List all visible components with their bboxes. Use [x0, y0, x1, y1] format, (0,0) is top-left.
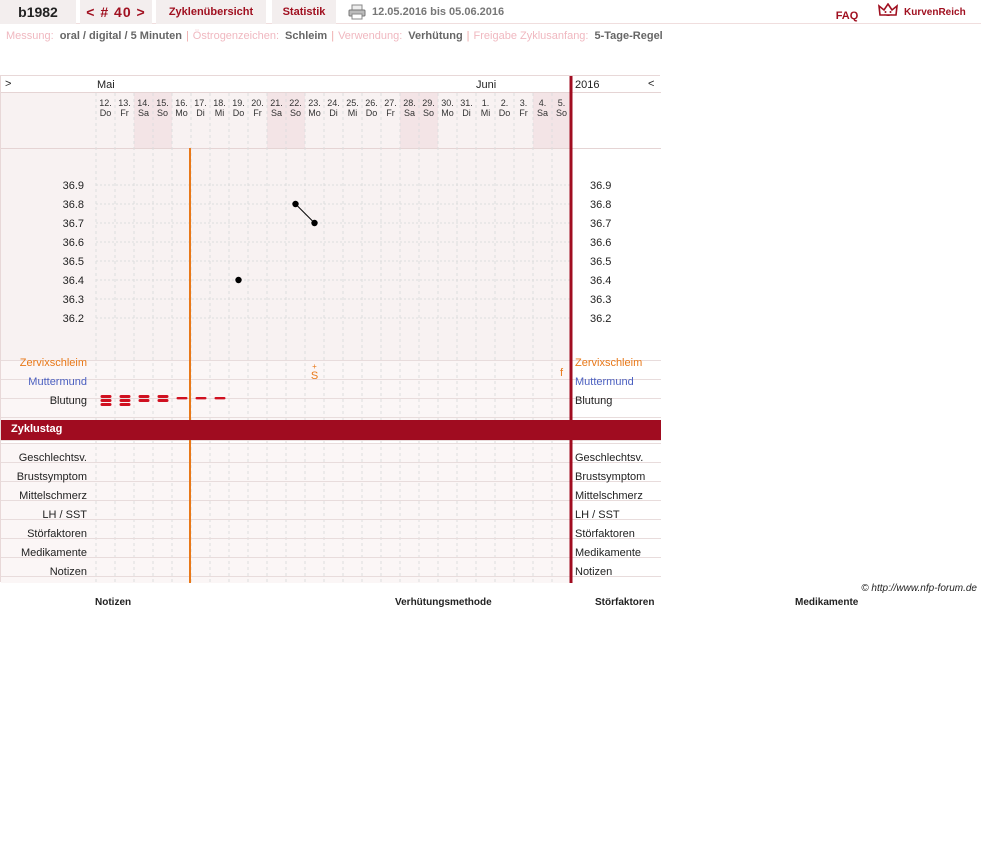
footer-contraception-heading: Verhütungsmethode: [395, 597, 492, 608]
measurement-label: Messung:: [6, 30, 54, 42]
row-label-intercourse: Geschlechtsv.: [18, 452, 87, 464]
bleeding-mark: [101, 395, 112, 398]
day-number: 4.: [538, 98, 547, 108]
chart-prev-arrow[interactable]: >: [5, 78, 12, 90]
bleeding-mark: [177, 397, 188, 399]
release-label: Freigabe Zyklusanfang:: [473, 30, 589, 42]
printer-icon[interactable]: [346, 0, 368, 24]
top-navigation: [0, 0, 981, 24]
weekday-label: Fr: [519, 108, 528, 118]
copyright-notice: © http://www.nfp-forum.de: [861, 583, 977, 594]
footer-notes-heading: Notizen: [95, 597, 132, 608]
temp-tick-right: 36.7: [590, 218, 612, 230]
bleeding-mark: [120, 403, 131, 406]
release-value: 5-Tage-Regel: [594, 30, 663, 42]
bleeding-mark: [101, 399, 112, 402]
temp-tick-right: 36.6: [590, 237, 612, 249]
row-label-notes: Notizen: [49, 566, 87, 578]
day-number: 15.: [156, 98, 169, 108]
bleeding-mark: [196, 397, 207, 399]
day-number: 31.: [460, 98, 473, 108]
date-range: 12.05.2016 bis 05.06.2016: [372, 6, 505, 18]
bleeding-mark: [139, 395, 150, 398]
bleeding-mark: [215, 397, 226, 399]
cervix-mark: f: [559, 367, 564, 379]
weekday-label: Di: [329, 108, 338, 118]
day-number: 1.: [481, 98, 490, 108]
cycle-day-row: [1, 420, 661, 440]
temp-tick-left: 36.5: [62, 256, 84, 268]
chart-right-sidebar: [572, 76, 660, 583]
bleeding-mark: [120, 395, 131, 398]
day-number: 13.: [118, 98, 131, 108]
month-label-may: Mai: [97, 79, 115, 91]
row-label-disturbance-right: Störfaktoren: [575, 528, 635, 540]
row-label-lh: LH / SST: [42, 509, 87, 521]
temp-tick-left: 36.4: [62, 275, 84, 287]
statistics-tab[interactable]: Statistik: [272, 0, 336, 24]
day-number: 24.: [327, 98, 340, 108]
brand-name: KurvenReich: [904, 6, 966, 18]
brand-logo[interactable]: [878, 0, 981, 24]
day-number: 23.: [308, 98, 321, 108]
row-label-cervix-mouth: Muttermund: [28, 376, 87, 388]
weekday-label: Fr: [120, 108, 129, 118]
row-label-breast-right: Brustsymptom: [575, 471, 646, 483]
weekday-label: Mo: [175, 108, 188, 118]
row-label-cervix-mouth-right: Muttermund: [575, 376, 634, 388]
day-number: 14.: [137, 98, 150, 108]
row-label-midpain: Mittelschmerz: [19, 490, 87, 502]
month-label-june: Juni: [476, 79, 497, 91]
bleeding-mark: [158, 395, 169, 398]
day-number: 29.: [422, 98, 435, 108]
faq-link[interactable]: FAQ: [835, 10, 859, 22]
footer-disturbance-heading: Störfaktoren: [595, 597, 655, 608]
row-label-notes-right: Notizen: [575, 566, 613, 578]
temp-tick-right: 36.8: [590, 199, 612, 211]
year-label: 2016: [575, 79, 600, 91]
weekday-label: Sa: [403, 108, 416, 118]
cycle-overview-tab[interactable]: Zyklenübersicht: [156, 0, 266, 24]
day-number: 22.: [289, 98, 302, 108]
estrogen-label: Östrogenzeichen:: [192, 30, 280, 42]
cervix-plus-mark: +: [312, 362, 317, 371]
row-label-bleeding-right: Blutung: [575, 395, 613, 407]
day-number: 12.: [99, 98, 112, 108]
row-label-medication-right: Medikamente: [575, 547, 642, 559]
weekday-label: So: [156, 108, 169, 118]
day-number: 17.: [194, 98, 207, 108]
weekday-label: So: [289, 108, 302, 118]
weekday-label: Sa: [270, 108, 283, 118]
temperature-point: [235, 277, 241, 283]
weekday-label: Sa: [137, 108, 150, 118]
weekday-label: Mo: [308, 108, 321, 118]
day-number: 20.: [251, 98, 264, 108]
measurement-value: oral / digital / 5 Minuten: [59, 30, 182, 42]
day-number: 30.: [441, 98, 454, 108]
weekday-label: Di: [462, 108, 471, 118]
username-label: b1982: [0, 0, 76, 24]
temp-tick-right: 36.2: [590, 313, 612, 325]
weekday-label: Di: [196, 108, 205, 118]
usage-value: Verhütung: [408, 30, 463, 42]
cycle-navigation[interactable]: < # 40 >: [80, 0, 152, 24]
row-label-bleeding: Blutung: [49, 395, 87, 407]
row-label-cycle-day: Zyklustag: [11, 423, 63, 435]
cervix-mark: S: [310, 370, 319, 382]
temp-tick-right: 36.9: [590, 180, 612, 192]
chart-next-arrow[interactable]: <: [648, 78, 655, 90]
weekday-label: Mi: [214, 108, 225, 118]
crown-icon: [878, 3, 898, 22]
day-number: 27.: [384, 98, 397, 108]
cycle-meta-info: Messung: oral / digital / 5 Minuten | Östrogenzeichen: Schleim | Verwendung: Verhütung | Freigabe Zyklusanfang: 5-Tage-Regel: [6, 30, 663, 42]
day-number: 5.: [557, 98, 566, 108]
weekday-label: Mi: [480, 108, 491, 118]
temperature-point: [311, 220, 317, 226]
row-label-disturbance: Störfaktoren: [27, 528, 87, 540]
temp-tick-right: 36.3: [590, 294, 612, 306]
bleeding-mark: [120, 399, 131, 402]
weekday-label: So: [422, 108, 435, 118]
bleeding-mark: [101, 403, 112, 406]
day-number: 16.: [175, 98, 188, 108]
temp-tick-left: 36.9: [62, 180, 84, 192]
day-number: 19.: [232, 98, 245, 108]
weekday-label: Sa: [536, 108, 549, 118]
day-number: 18.: [213, 98, 226, 108]
row-label-lh-right: LH / SST: [575, 509, 620, 521]
weekday-label: Fr: [386, 108, 395, 118]
row-label-cervix: Zervixschleim: [19, 357, 87, 369]
estrogen-value: Schleim: [285, 30, 328, 42]
cycle-chart: [0, 75, 660, 582]
usage-label: Verwendung:: [338, 30, 403, 42]
bleeding-mark: [158, 399, 169, 402]
temp-tick-right: 36.5: [590, 256, 612, 268]
row-label-medication: Medikamente: [20, 547, 87, 559]
temp-tick-left: 36.8: [62, 199, 84, 211]
temp-tick-left: 36.2: [62, 313, 84, 325]
weekday-label: Do: [365, 108, 378, 118]
temp-tick-left: 36.3: [62, 294, 84, 306]
row-label-breast: Brustsymptom: [16, 471, 87, 483]
weekday-label: Mo: [441, 108, 454, 118]
bleeding-mark: [139, 399, 150, 402]
day-number: 3.: [519, 98, 528, 108]
day-number: 2.: [500, 98, 509, 108]
day-number: 26.: [365, 98, 378, 108]
weekday-label: Mi: [347, 108, 358, 118]
day-number: 21.: [270, 98, 283, 108]
temp-tick-left: 36.6: [62, 237, 84, 249]
day-number: 28.: [403, 98, 416, 108]
row-label-midpain-right: Mittelschmerz: [575, 490, 643, 502]
weekday-label: Do: [99, 108, 112, 118]
row-label-intercourse-right: Geschlechtsv.: [575, 452, 644, 464]
chart-canvas: [1, 76, 661, 583]
weekday-label: Fr: [253, 108, 262, 118]
temp-tick-left: 36.7: [62, 218, 84, 230]
footer-medication-heading: Medikamente: [795, 597, 859, 608]
weekday-label: So: [555, 108, 568, 118]
weekday-label: Do: [232, 108, 245, 118]
day-number: 25.: [346, 98, 359, 108]
row-label-cervix-right: Zervixschleim: [575, 357, 643, 369]
temp-tick-right: 36.4: [590, 275, 612, 287]
weekday-label: Do: [498, 108, 511, 118]
